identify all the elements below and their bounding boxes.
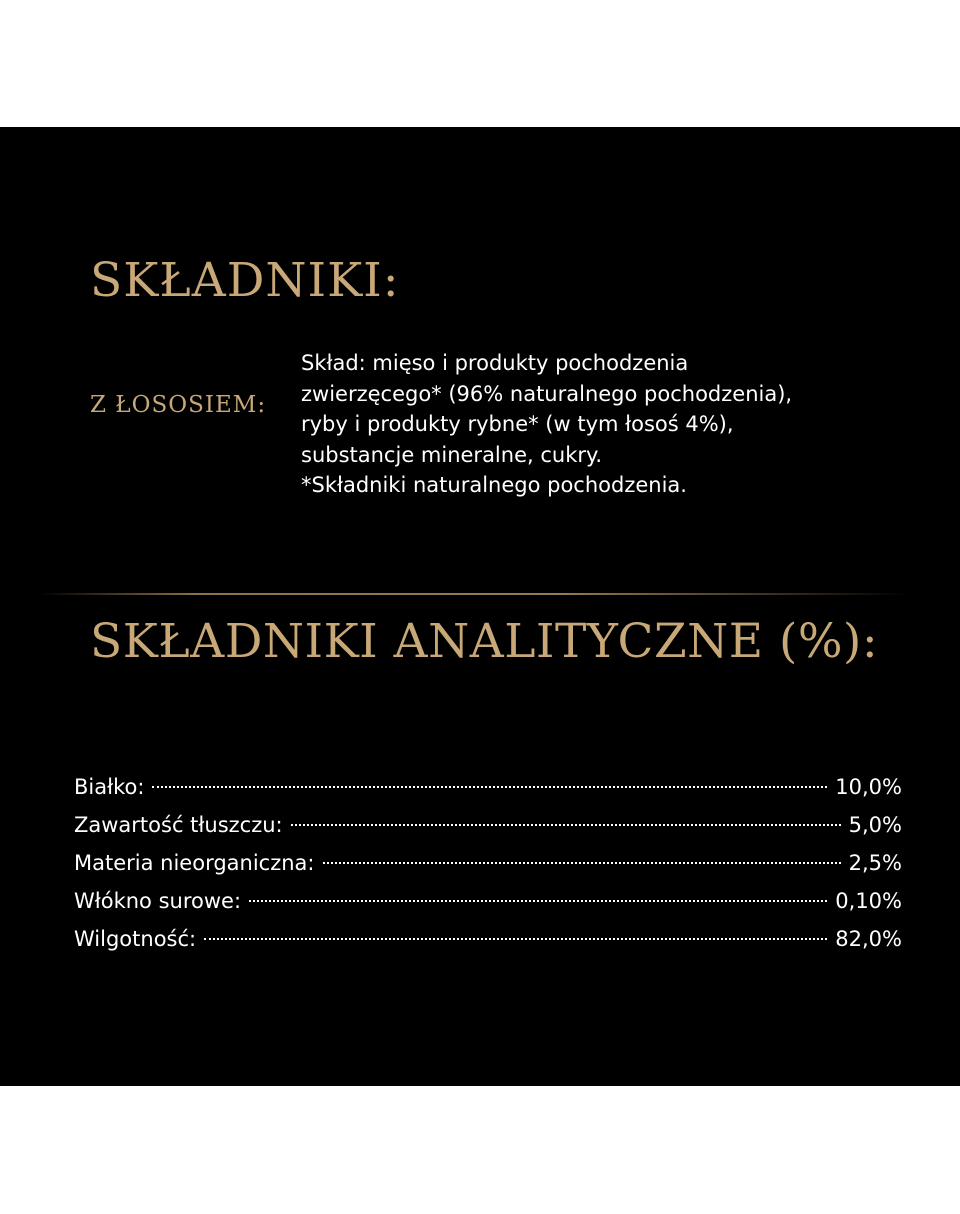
dot-leader	[204, 934, 827, 940]
analytical-heading: SKŁADNIKI ANALITYCZNE (%):	[90, 614, 879, 669]
gold-divider	[40, 593, 910, 595]
ingredients-panel	[0, 127, 960, 1086]
analytical-row-moisture	[74, 920, 902, 958]
row-value: 10,0%	[835, 775, 902, 799]
composition-line: zwierzęcego* (96% naturalnego pochodzenia),	[301, 381, 793, 406]
row-label: Wilgotność:	[74, 927, 197, 951]
composition-footnote: *Składniki naturalnego pochodzenia.	[301, 473, 687, 497]
dot-leader	[249, 896, 827, 902]
ingredients-heading: SKŁADNIKI:	[90, 253, 400, 308]
composition-line: Skład: mięso i produkty pochodzenia	[301, 351, 689, 375]
analytical-table	[74, 768, 902, 958]
analytical-row-ash	[74, 844, 902, 882]
composition-text	[301, 348, 901, 501]
dot-leader	[152, 782, 827, 788]
row-value: 2,5%	[848, 851, 902, 875]
analytical-row-fat	[74, 806, 902, 844]
variant-label: Z ŁOSOSIEM:	[90, 392, 267, 418]
analytical-row-fibre	[74, 882, 902, 920]
composition-line: ryby i produkty rybne* (w tym łosoś 4%),	[301, 412, 734, 436]
dot-leader	[291, 820, 841, 826]
row-value: 5,0%	[848, 813, 902, 837]
dot-leader	[323, 858, 841, 864]
row-label: Włókno surowe:	[74, 889, 242, 913]
row-label: Materia nieorganiczna:	[74, 851, 315, 875]
row-label: Zawartość tłuszczu:	[74, 813, 283, 837]
row-label: Białko:	[74, 775, 145, 799]
row-value: 82,0%	[835, 927, 902, 951]
composition-line: substancje mineralne, cukry.	[301, 442, 603, 467]
row-value: 0,10%	[835, 889, 902, 913]
analytical-row-protein	[74, 768, 902, 806]
